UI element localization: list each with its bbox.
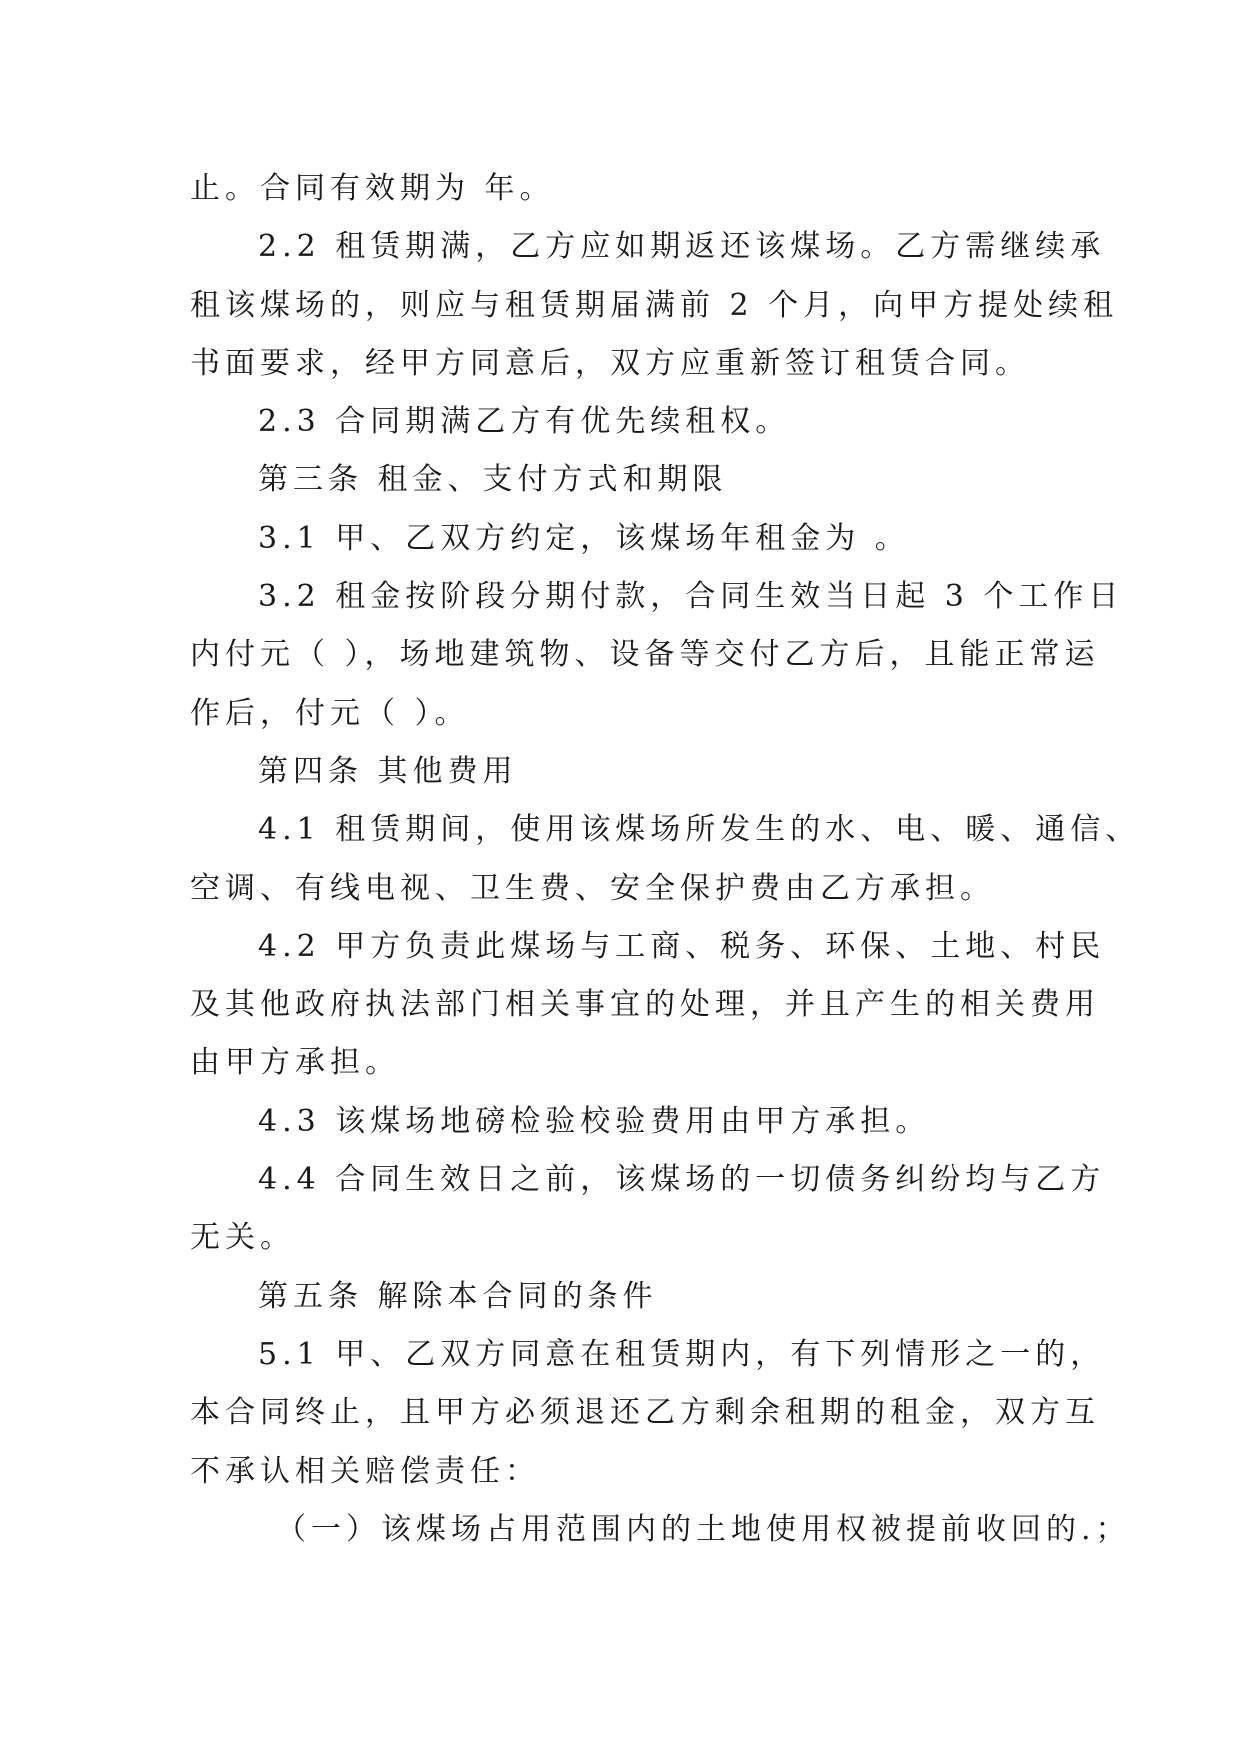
text-line-14: 4.2 甲方负责此煤场与工商、税务、环保、土地、村民	[258, 928, 1106, 964]
text-line-10: 作后，付元（ ）。	[190, 695, 470, 731]
text-line-1: 止。合同有效期为 年。	[190, 171, 555, 206]
text-line-23: 不承认相关赔偿责任：	[190, 1453, 540, 1489]
text-line-3: 租该煤场的，则应与租赁期届满前 2 个月，向甲方提处续租	[190, 287, 1119, 323]
text-line-15: 及其他政府执法部门相关事宜的处理，并且产生的相关费用	[190, 987, 1100, 1023]
text-line-24: （一）该煤场占用范围内的土地使用权被提前收回的.；	[276, 1511, 1131, 1547]
text-line-7: 3.1 甲、乙双方约定，该煤场年租金为 。	[258, 520, 910, 556]
text-line-4: 书面要求，经甲方同意后，双方应重新签订租赁合同。	[190, 345, 1030, 381]
text-line-16: 由甲方承担。	[190, 1045, 400, 1081]
text-line-12: 4.1 租赁期间，使用该煤场所发生的水、电、暖、通信、	[258, 812, 1141, 848]
text-line-17: 4.3 该煤场地磅检验校验费用由甲方承担。	[258, 1103, 931, 1139]
text-line-8: 3.2 租金按阶段分期付款，合同生效当日起 3 个工作日	[258, 579, 1124, 615]
section-heading-5: 第五条 解除本合同的条件	[258, 1278, 658, 1314]
text-line-18: 4.4 合同生效日之前，该煤场的一切债务纠纷均与乙方	[258, 1162, 1106, 1198]
text-line-13: 空调、有线电视、卫生费、安全保护费由乙方承担。	[190, 870, 995, 906]
document-page	[190, 160, 1141, 1559]
section-heading-3: 第三条 租金、支付方式和期限	[258, 462, 728, 498]
text-line-9: 内付元（ ），场地建筑物、设备等交付乙方后，且能正常运	[190, 637, 1100, 673]
section-heading-4: 第四条 其他费用	[258, 753, 518, 789]
text-line-5: 2.3 合同期满乙方有优先续租权。	[258, 404, 791, 440]
text-line-19: 无关。	[190, 1220, 295, 1256]
text-line-22: 本合同终止，且甲方必须退还乙方剩余租期的租金，双方互	[190, 1395, 1100, 1431]
text-line-21: 5.1 甲、乙双方同意在租赁期内，有下列情形之一的，	[258, 1336, 1106, 1372]
text-line-2: 2.2 租赁期满，乙方应如期返还该煤场。乙方需继续承	[258, 229, 1106, 265]
